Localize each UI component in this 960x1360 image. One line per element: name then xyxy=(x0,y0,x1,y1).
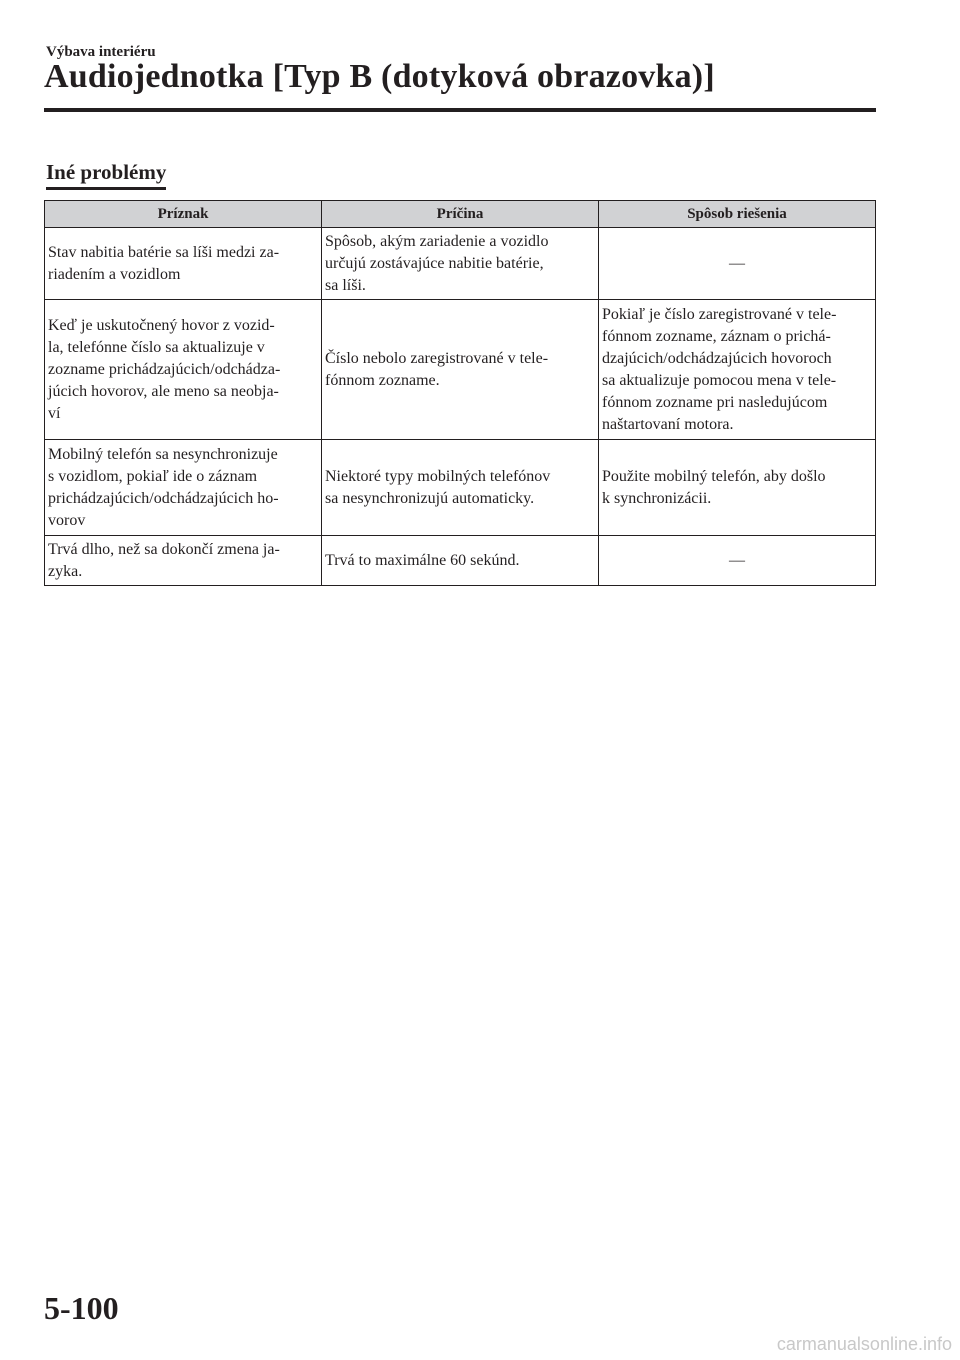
cause-cell: Spôsob, akým zariadenie a vozidlo určujú zostávajúce nabitie batérie, sa líši. xyxy=(322,228,599,300)
table-row xyxy=(45,300,876,440)
section-label: Výbava interiéru xyxy=(46,44,156,60)
symptom-cell: Trvá dlho, než sa dokončí zmena ja- zyka. xyxy=(45,536,322,586)
symptom-cell: Keď je uskutočnený hovor z vozid- la, telefónne číslo sa aktualizuje v zozname prichádzajúcich/odchádza- júcich hovorov, ale meno sa neobja- ví xyxy=(45,300,322,440)
table-header-row xyxy=(45,201,876,228)
symptom-cell: Mobilný telefón sa nesynchronizuje s vozidlom, pokiaľ ide o záznam prichádzajúcich/odchádzajúcich ho- vorov xyxy=(45,440,322,536)
symptom-cell: Stav nabitia batérie sa líši medzi za- riadením a vozidlom xyxy=(45,228,322,300)
problems-table xyxy=(44,200,876,586)
table-row xyxy=(45,440,876,536)
cause-cell: Trvá to maximálne 60 sekúnd. xyxy=(322,536,599,586)
column-header-cause: Príčina xyxy=(322,201,599,228)
cause-cell: Číslo nebolo zaregistrované v tele- fónnom zozname. xyxy=(322,300,599,440)
title-divider xyxy=(44,108,876,112)
page-number: 5-100 xyxy=(44,1290,119,1326)
subsection-title: Iné problémy xyxy=(46,160,166,190)
cause-cell: Niektoré typy mobilných telefónov sa nesynchronizujú automaticky. xyxy=(322,440,599,536)
table-row xyxy=(45,228,876,300)
solution-cell: — xyxy=(599,228,876,300)
column-header-symptom: Príznak xyxy=(45,201,322,228)
watermark: carmanualsonline.info xyxy=(776,1334,952,1354)
solution-cell: Pokiaľ je číslo zaregistrované v tele- fónnom zozname, záznam o prichá- dzajúcich/odchádzajúcich hovoroch sa aktualizuje pomocou mena v tele- fónnom zozname pri nasledujúcom naštartovaní motora. xyxy=(599,300,876,440)
column-header-solution: Spôsob riešenia xyxy=(599,201,876,228)
solution-cell: — xyxy=(599,536,876,586)
table-row xyxy=(45,536,876,586)
page-title: Audiojednotka [Typ B (dotyková obrazovka)] xyxy=(44,58,715,95)
solution-cell: Použite mobilný telefón, aby došlo k synchronizácii. xyxy=(599,440,876,536)
